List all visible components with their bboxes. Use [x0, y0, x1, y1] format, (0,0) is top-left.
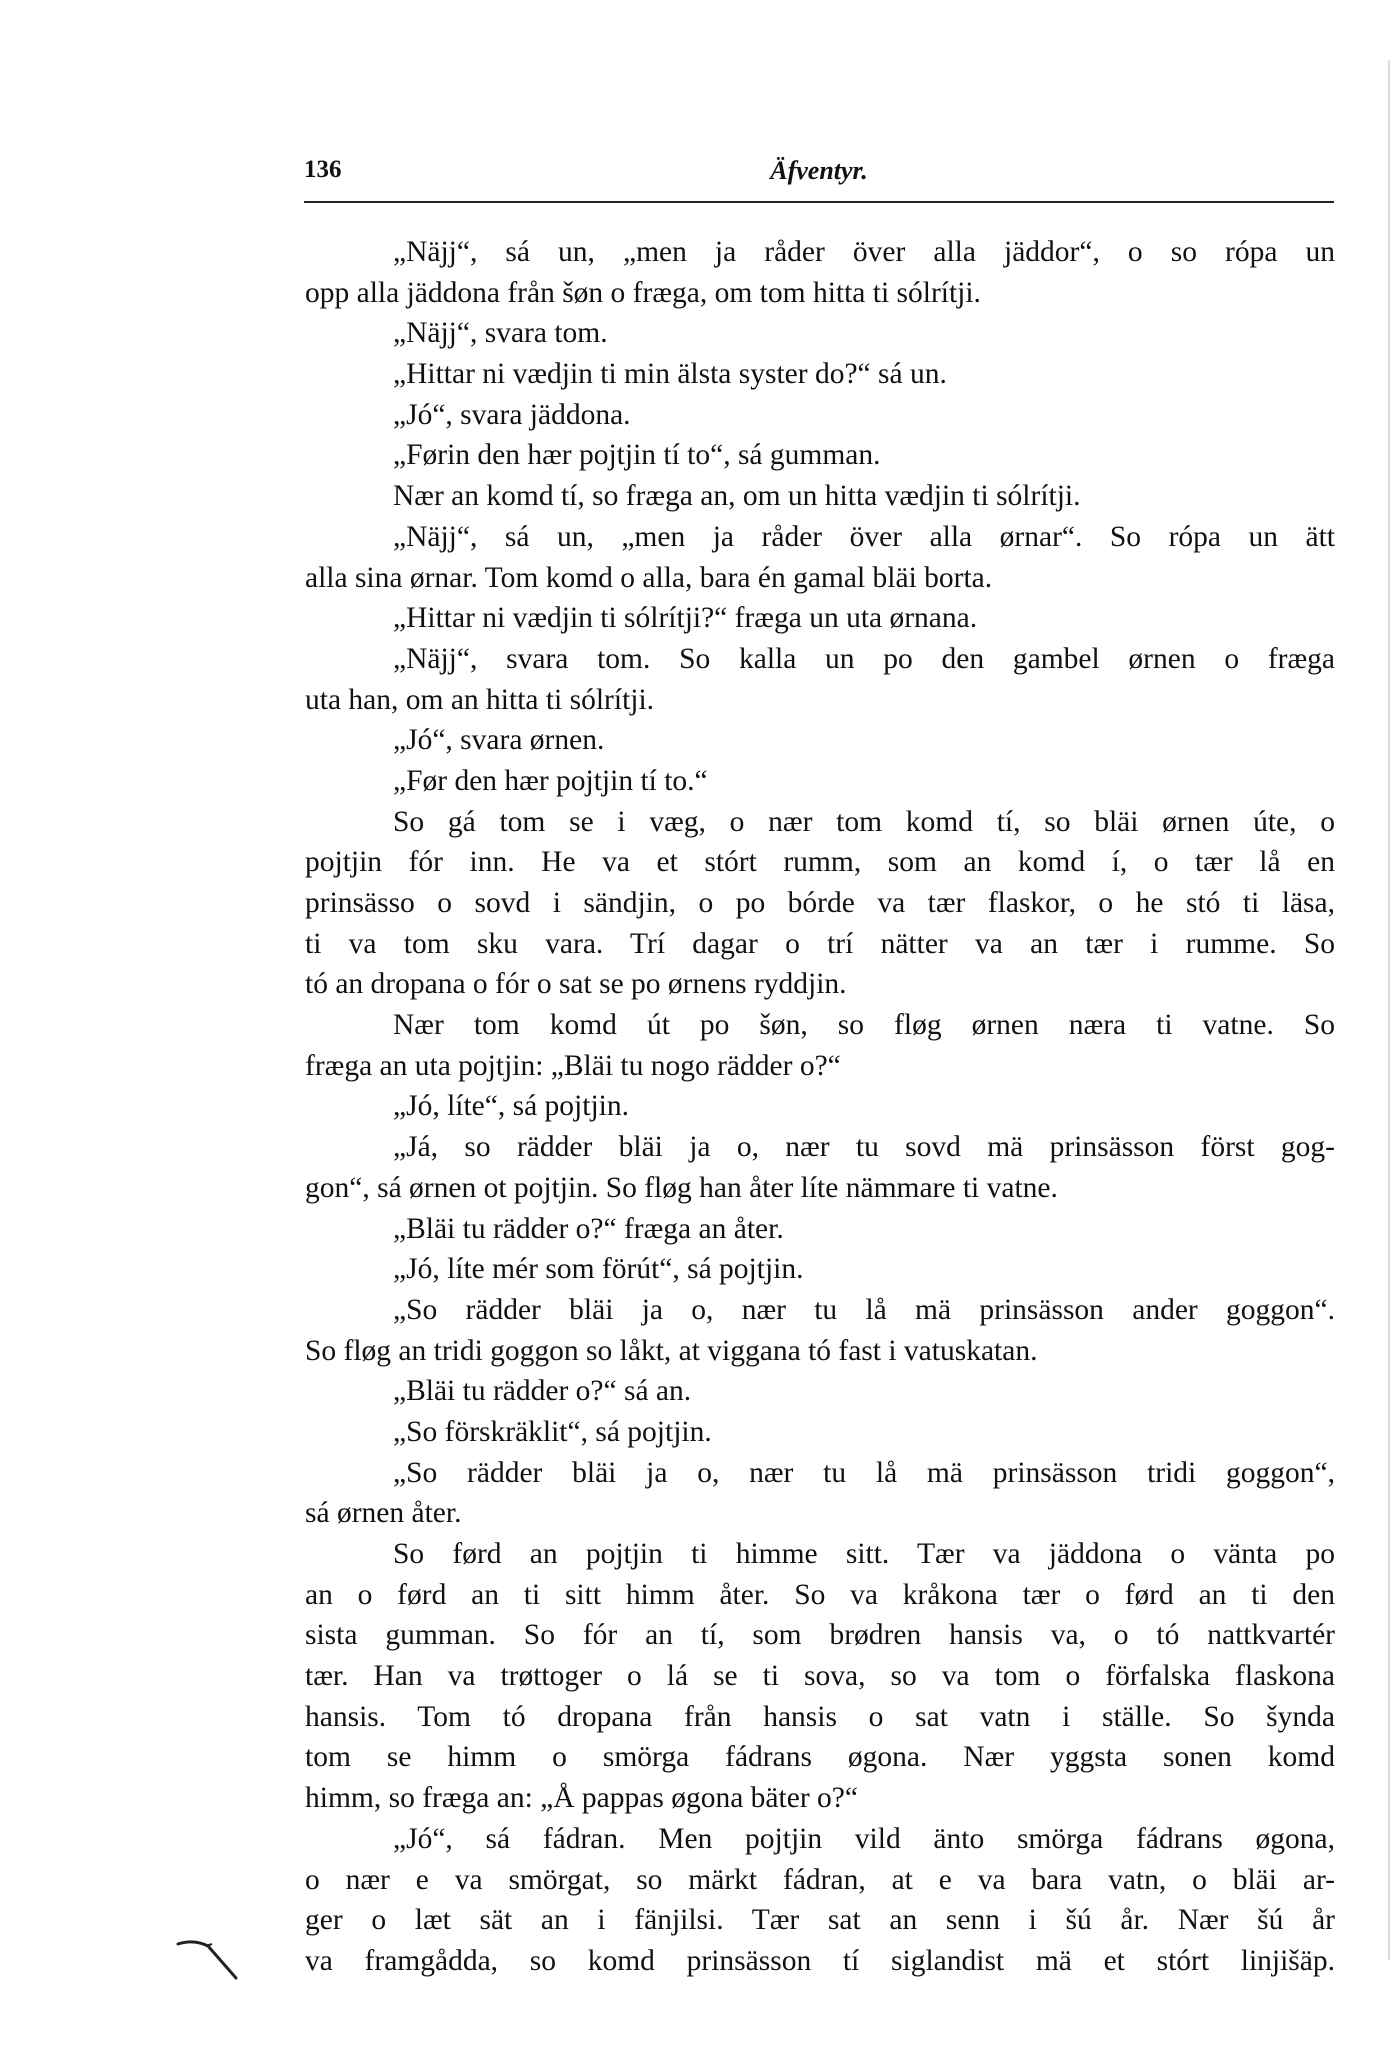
- text-line: „Jó“, svara ørnen.: [393, 724, 605, 757]
- text-line: „So rädder bläi ja o, nær tu lå mä prinsässon tridi goggon“,: [393, 1456, 1335, 1489]
- text-line: tær. Han va trøttoger o lá se ti sova, so va tom o förfalska flaskona: [305, 1660, 1335, 1693]
- text-line: himm, so fræga an: „Å pappas øgona bäter o?“: [305, 1782, 858, 1815]
- text-line: „Før den hær pojtjin tí to.“: [393, 764, 708, 797]
- text-line: o nær e va smörgat, so märkt fádran, at e va bara vatn, o bläi ar-: [305, 1863, 1335, 1896]
- text-line: uta han, om an hitta ti sólrítji.: [305, 683, 655, 716]
- pencil-mark-icon: [176, 1934, 246, 1984]
- text-line: fræga an uta pojtjin: „Bläi tu nogo rädder o?“: [305, 1049, 841, 1082]
- text-line: va framgådda, so komd prinsässon tí siglandist mä et stórt linjišäp.: [305, 1944, 1335, 1977]
- text-line: pojtjin fór inn. He va et stórt rumm, som an komd í, o tær lå en: [305, 846, 1335, 879]
- text-line: „Näjj“, sá un, „men ja råder över alla ørnar“. So rópa un ätt: [393, 520, 1335, 553]
- text-line: Nær tom komd út po šøn, so fløg ørnen næra ti vatne. So: [393, 1009, 1335, 1042]
- text-line: alla sina ørnar. Tom komd o alla, bara én gamal bläi borta.: [305, 561, 993, 594]
- text-line: „Jó, líte“, sá pojtjin.: [393, 1090, 629, 1123]
- text-line: „Hittar ni vædjin ti min älsta syster do?“ sá un.: [393, 358, 947, 391]
- text-line: „Näjj“, svara tom. So kalla un po den gambel ørnen o fræga: [393, 642, 1335, 675]
- text-line: an o førd an ti sitt himm åter. So va kråkona tær o førd an ti den: [305, 1578, 1335, 1611]
- text-line: „Hittar ni vædjin ti sólrítji?“ fræga un uta ørnana.: [393, 602, 978, 635]
- text-line: So fløg an tridi goggon so låkt, at viggana tó fast i vatuskatan.: [305, 1334, 1038, 1367]
- text-line: So førd an pojtjin ti himme sitt. Tær va jäddona o vänta po: [393, 1538, 1335, 1570]
- text-line: „Näjj“, svara tom.: [393, 317, 608, 350]
- header-rule: [304, 201, 1334, 203]
- text-line: gon“, sá ørnen ot pojtjin. So fløg han åter líte nämmare ti vatne.: [305, 1171, 1058, 1204]
- text-line: ger o læt sät an i fänjilsi. Tær sat an senn i šú år. Nær šú år: [305, 1904, 1335, 1937]
- text-line: „Førin den hær pojtjin tí to“, sá gumman.: [393, 439, 881, 472]
- body-text: [305, 232, 1335, 1982]
- text-line: So gá tom se i væg, o nær tom komd tí, so bläi ørnen úte, o: [393, 805, 1335, 838]
- text-line: „Já, so rädder bläi ja o, nær tu sovd mä prinsässon först gog-: [393, 1131, 1335, 1164]
- page-header: [304, 156, 1334, 196]
- text-line: tó an dropana o fór o sat se po ørnens ryddjin.: [305, 968, 847, 1001]
- text-line: hansis. Tom tó dropana från hansis o sat vatn i ställe. So šynda: [305, 1700, 1335, 1733]
- page-edge-shadow: [1388, 60, 1390, 1960]
- text-line: „Näjj“, sá un, „men ja råder över alla jäddor“, o so rópa un: [393, 236, 1335, 268]
- text-line: prinsässo o sovd i sändjin, o po bórde va tær flaskor, o he stó ti läsa,: [305, 887, 1335, 919]
- text-line: „Jó“, sá fádran. Men pojtjin vild änto smörga fádrans øgona,: [393, 1822, 1335, 1855]
- text-line: „Jó, líte mér som förút“, sá pojtjin.: [393, 1253, 804, 1286]
- text-line: „So förskräklit“, sá pojtjin.: [393, 1415, 712, 1448]
- text-line: „So rädder bläi ja o, nær tu lå mä prinsässon ander goggon“.: [393, 1293, 1335, 1326]
- text-line: opp alla jäddona från šøn o fræga, om tom hitta ti sólrítji.: [305, 276, 981, 309]
- text-line: ti va tom sku vara. Trí dagar o trí nätter va an tær i rumme. So: [305, 927, 1335, 960]
- text-line: sá ørnen åter.: [305, 1497, 462, 1530]
- text-line: „Bläi tu rädder o?“ fræga an åter.: [393, 1212, 784, 1245]
- text-line: Nær an komd tí, so fræga an, om un hitta vædjin ti sólrítji.: [393, 480, 1081, 513]
- running-title: Äfventyr.: [770, 156, 868, 185]
- text-line: sista gumman. So fór an tí, som brødren hansis va, o tó nattkvartér: [305, 1619, 1335, 1652]
- text-line: tom se himm o smörga fádrans øgona. Nær yggsta sonen komd: [305, 1741, 1335, 1774]
- text-line: „Jó“, svara jäddona.: [393, 398, 631, 431]
- text-line: „Bläi tu rädder o?“ sá an.: [393, 1375, 692, 1408]
- page-number: 136: [304, 156, 342, 183]
